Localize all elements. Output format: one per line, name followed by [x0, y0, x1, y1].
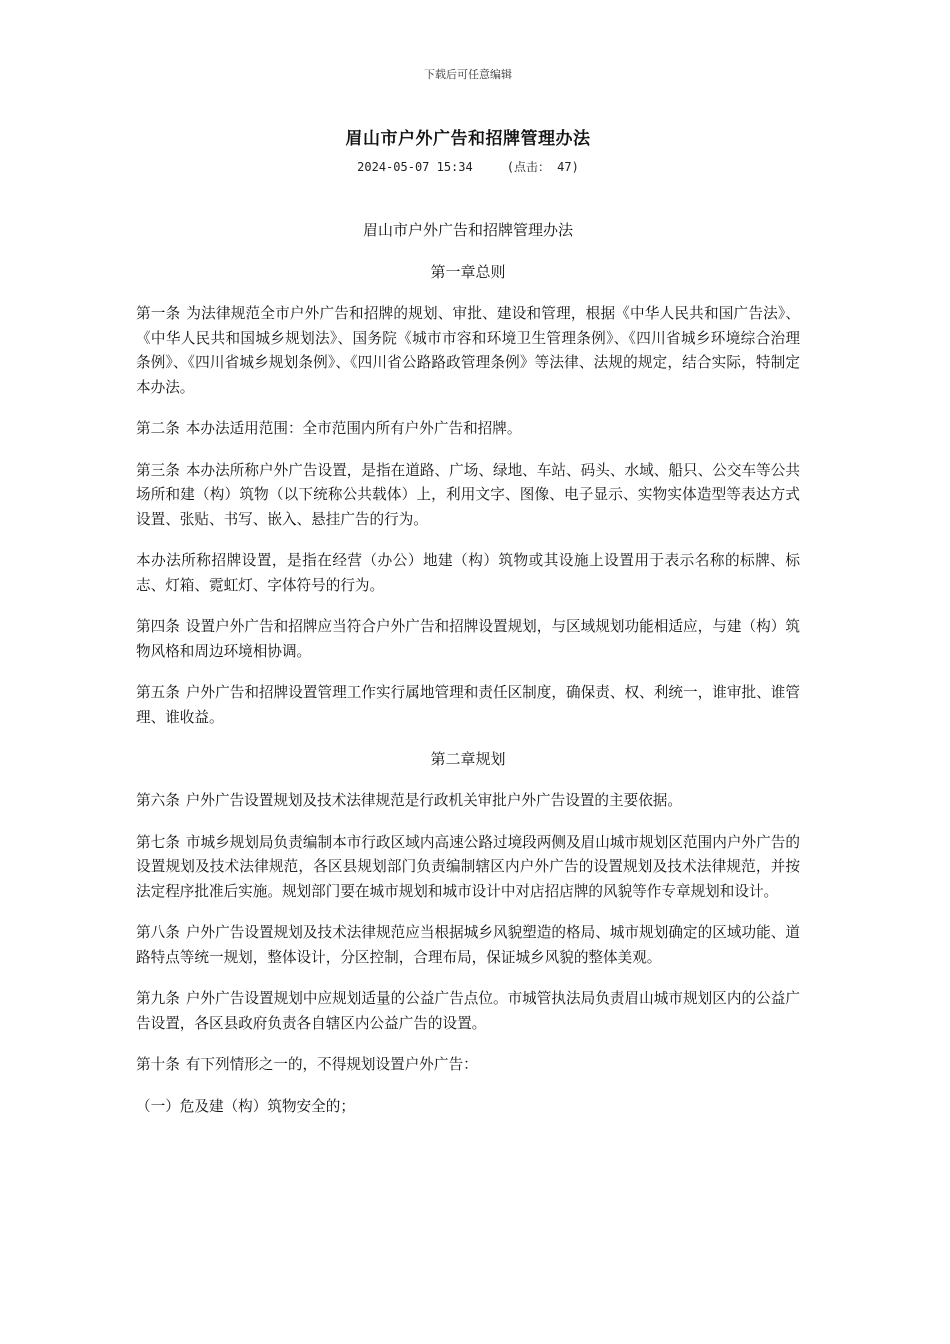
- article-number: 第一条: [136, 305, 181, 322]
- article-text: 有下列情形之一的，不得规划设置户外广告：: [185, 1056, 478, 1073]
- article-text: 户外广告设置规划及技术法律规范应当根据城乡风貌塑造的格局、城市规划确定的区域功能、道路特点等统一规划，整体设计，分区控制，合理布局，保证城乡风貌的整体美观。: [136, 924, 800, 966]
- article-number: 第六条: [136, 792, 180, 809]
- article-number: 第四条: [136, 618, 180, 635]
- article-9: [136, 987, 800, 1036]
- article-text: 户外广告和招牌设置管理工作实行属地管理和责任区制度，确保责、权、利统一，谁审批、谁管理、谁收益。: [136, 684, 800, 726]
- article-3: [136, 459, 800, 533]
- header-note: 下载后可任意编辑: [424, 68, 512, 81]
- article-number: 第八条: [136, 924, 180, 941]
- article-text: （一）危及建（构）筑物安全的；: [136, 1097, 355, 1115]
- click-count: (点击： 47): [506, 160, 579, 174]
- document-subtitle: 眉山市户外广告和招牌管理办法: [362, 221, 573, 239]
- article-text: 本办法所称户外广告设置，是指在道路、广场、绿地、车站、码头、水域、船只、公交车等公共场所和建（构）筑物（以下统称公共载体）上，利用文字、图像、电子显示、实物实体造型等表达方式设置、张贴、书写、嵌入、悬挂广告的行为。: [136, 461, 800, 528]
- meta-line: [136, 158, 800, 175]
- article-number: 第三条: [136, 461, 180, 479]
- article-text: 户外广告设置规划及技术法律规范是行政机关审批户外广告设置的主要依据。: [185, 792, 682, 809]
- article-text: 本办法适用范围：全市范围内所有户外广告和招牌。: [185, 420, 522, 437]
- article-5: [136, 681, 800, 730]
- article-text: 户外广告设置规划中应规划适量的公益广告点位。市城管执法局负责眉山城市规划区内的公益广告设置，各区县政府负责各自辖区内公益广告的设置。: [136, 990, 800, 1032]
- article-number: 第九条: [136, 990, 180, 1007]
- article-number: 第五条: [136, 684, 180, 701]
- article-8: [136, 921, 800, 970]
- article-number: 第二条: [136, 420, 180, 437]
- article-6: [136, 789, 800, 814]
- document-body: [136, 218, 800, 1136]
- chapter-heading-2: 第二章规划: [430, 750, 506, 768]
- article-10-item-1: [136, 1095, 800, 1120]
- article-3-paragraph-2: [136, 549, 800, 598]
- article-7: [136, 831, 800, 905]
- article-text: 市城乡规划局负责编制本市行政区域内高速公路过境段两侧及眉山城市规划区范围内户外广告的设置规划及技术法律规范，各区县规划部门负责编制辖区内户外广告的设置规划及技术法律规范，并按法定程序批准后实施。规划部门要在城市规划和城市设计中对店招店牌的风貌等作专章规划和设计。: [136, 833, 800, 900]
- article-text: 为法律规范全市户外广告和招牌的规划、审批、建设和管理，根据《中华人民共和国广告法》、《中华人民共和国城乡规划法》、国务院《城市市容和环境卫生管理条例》、《四川省城乡环境综合治理条例》、《四川省城乡规划条例》、《四川省公路路政管理条例》等法律、法规的规定，结合实际，特制定本办法。: [136, 305, 800, 396]
- article-number: 第七条: [136, 833, 180, 851]
- article-4: [136, 615, 800, 664]
- article-2: [136, 417, 800, 442]
- article-text: 本办法所称招牌设置，是指在经营（办公）地建（构）筑物或其设施上设置用于表示名称的标牌、标志、灯箱、霓虹灯、字体符号的行为。: [136, 552, 800, 594]
- article-text: 设置户外广告和招牌应当符合户外广告和招牌设置规划，与区域规划功能相适应，与建（构）筑物风格和周边环境相协调。: [136, 618, 800, 660]
- article-number: 第十条: [136, 1056, 180, 1073]
- page-title: 眉山市户外广告和招牌管理办法: [345, 129, 591, 149]
- article-1: [136, 302, 800, 400]
- article-10: [136, 1053, 800, 1078]
- chapter-heading-1: 第一章总则: [430, 263, 506, 281]
- publish-datetime: 2024-05-07 15:34: [357, 160, 473, 174]
